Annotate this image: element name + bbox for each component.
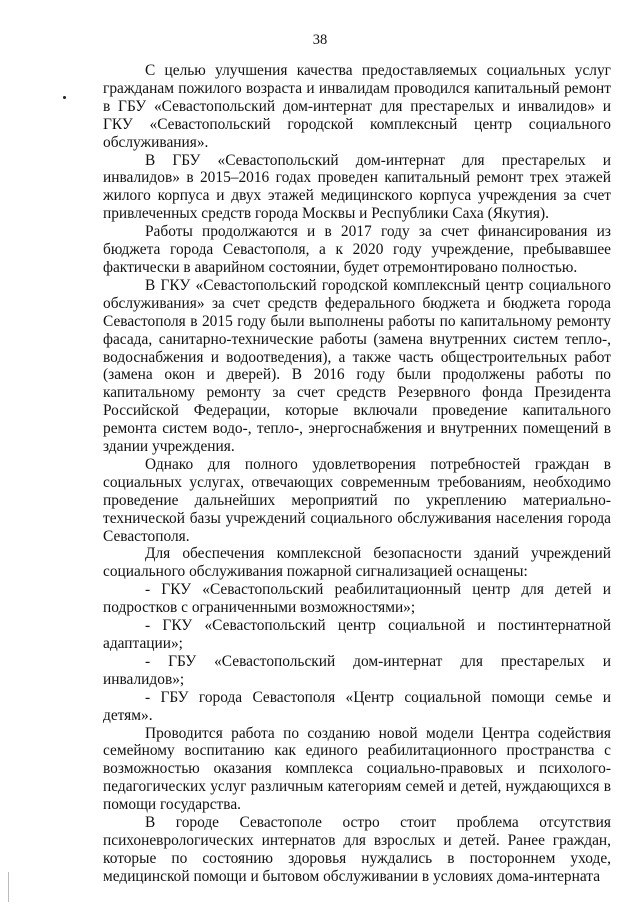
paragraph-further-measures: Однако для полного удовлетворения потребностей граждан в социальных услугах, отвечающих современным требованиям, необходимо проведение дальнейших мероприятий по укреплению материально-технической базы учреждений социального обслуживания населения города Севастополя. [103,455,611,545]
paragraph-psychoneuro-problem: В городе Севастополе остро стоит проблема отсутствия психоневрологических интернатов для взрослых и детей. Ранее граждан, которые по состоянию здоровья нуждались в постороннем уходе, медицинской помощи и бытовом обслуживании в условиях дома-интерната [103,814,611,885]
paragraph-social-center-repair: В ГКУ «Севастопольский городской комплексный центр социального обслуживания» за счет средств федерального бюджета и бюджета города Севастополя в 2015 году были выполнены работы по капитальному ремонту фасада, санитарно-технические работы (замена внутренних систем тепло-, водоснабжения и водоотведения), а также часть общестроительных работ (замена окон и дверей). В 2016 году были продолжены работы по капитальному ремонту за счет средств Резервного фонда Президента Российской Федерации, которые включали проведение капитального ремонта систем водо-, тепло-, энергоснабжения и внутренних помещений в здании учреждения. [103,276,611,456]
list-item-nursing-home: - ГБУ «Севастопольский дом-интернат для престарелых и инвалидов»; [103,652,611,688]
paragraph-fire-safety: Для обеспечения комплексной безопасности зданий учреждений социального обслуживания пожарной сигнализацией оснащены: [103,545,611,581]
list-item-post-boarding-center: - ГКУ «Севастопольский центр социальной и постинтернатной адаптации»; [103,617,611,652]
list-item-family-help-center: - ГБУ города Севастополя «Центр социальной помощи семье и детям». [103,688,611,724]
paragraph-family-center-model: Проводится работа по созданию новой модели Центра содействия семейному воспитанию как единого реабилитационного пространства с возможностью оказания комплекса социально-правовых и психолого-педагогических услуг различным категориям семей и детей, нуждающихся в помощи государства. [103,724,611,814]
paragraph-nursing-home-repair: В ГБУ «Севастопольский дом-интернат для престарелых и инвалидов» в 2015–2016 годах проведен капитальный ремонт трех этажей жилого корпуса и двух этажей медицинского корпуса учреждения за счет привлеченных средств города Москвы и Республики Саха (Якутия). [103,151,611,223]
list-item-rehab-center: - ГКУ «Севастопольский реабилитационный центр для детей и подростков с ограниченными возможностями»; [103,581,611,617]
scan-edge-line [8,872,9,902]
paragraph-capital-repair-intro: С целью улучшения качества предоставляемых социальных услуг гражданам пожилого возраста и инвалидам проводился капитальный ремонт в ГБУ «Севастопольский дом-интернат для престарелых и инвалидов» и ГКУ «Севастопольский городской комплексный центр социального обслуживания». [103,62,611,151]
stray-ink-dot [63,96,66,99]
body-text [103,62,611,886]
paragraph-works-continue: Работы продолжаются и в 2017 году за счет финансирования из бюджета города Севастополя, а к 2020 году учреждение, пребывавшее фактически в аварийном состоянии, будет отремонтировано полностью. [103,223,611,276]
page-number: 38 [312,32,328,48]
